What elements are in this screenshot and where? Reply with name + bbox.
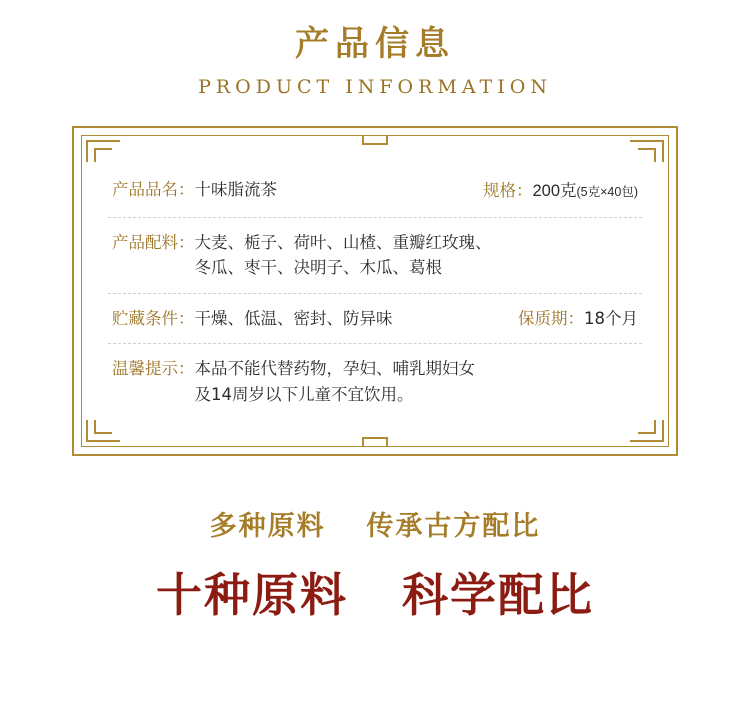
page-title: 产品信息 [295, 24, 455, 64]
row-value-shelf-life: 18个月 [584, 308, 638, 328]
table-row-storage [108, 294, 642, 345]
corner-ornament-top-left-icon [86, 140, 120, 162]
corner-ornament-bottom-left-icon [86, 420, 120, 442]
slogan-secondary-part-2: 传承古方配比 [366, 511, 541, 543]
row-spec-group [483, 177, 638, 204]
warning-line-1: 本品不能代替药物，孕妇、哺乳期妇女 [194, 359, 475, 379]
bottom-edge-ornament-icon [362, 437, 388, 447]
product-info-table [108, 164, 642, 418]
row-value-product-name: 十味脂流茶 [194, 180, 277, 200]
page-header [0, 0, 750, 98]
row-label-storage: 贮藏条件： [112, 308, 195, 328]
row-value-spec-detail: (5克×40包) [576, 185, 638, 200]
row-label-warning: 温馨提示： [112, 359, 195, 379]
warning-line-2: 及14周岁以下儿童不宜饮用。 [194, 385, 414, 404]
top-edge-ornament-icon [362, 135, 388, 145]
slogan-primary-part-1: 十种原料 [155, 568, 348, 623]
slogan-primary [0, 559, 750, 625]
row-shelf-life-group [518, 306, 638, 332]
info-frame [72, 126, 678, 456]
table-row-product-name [108, 164, 642, 218]
corner-ornament-top-right-icon [630, 140, 664, 162]
row-label-shelf-life: 保质期： [518, 308, 584, 328]
table-row-ingredients [108, 218, 642, 294]
table-row-warning [108, 344, 642, 419]
row-value-warning [195, 356, 639, 407]
ingredients-line-1: 大麦、栀子、荷叶、山楂、重瓣红玫瑰、 [194, 232, 492, 252]
row-value-spec: 200克 [532, 182, 577, 201]
row-value-storage: 干燥、低温、密封、防异味 [194, 308, 393, 328]
row-label-ingredients: 产品配料： [112, 232, 195, 252]
row-label-product-name: 产品品名： [112, 180, 195, 200]
row-label-spec: 规格： [482, 181, 533, 201]
row-value-ingredients [195, 230, 639, 281]
slogan-secondary [0, 504, 750, 543]
corner-ornament-bottom-right-icon [630, 420, 664, 442]
slogan-primary-part-2: 科学配比 [402, 568, 595, 623]
ingredients-line-2: 冬瓜、枣干、决明子、木瓜、葛根 [194, 258, 442, 278]
page-subtitle: PRODUCT INFORMATION [198, 76, 552, 99]
slogan-secondary-part-1: 多种原料 [209, 511, 326, 543]
